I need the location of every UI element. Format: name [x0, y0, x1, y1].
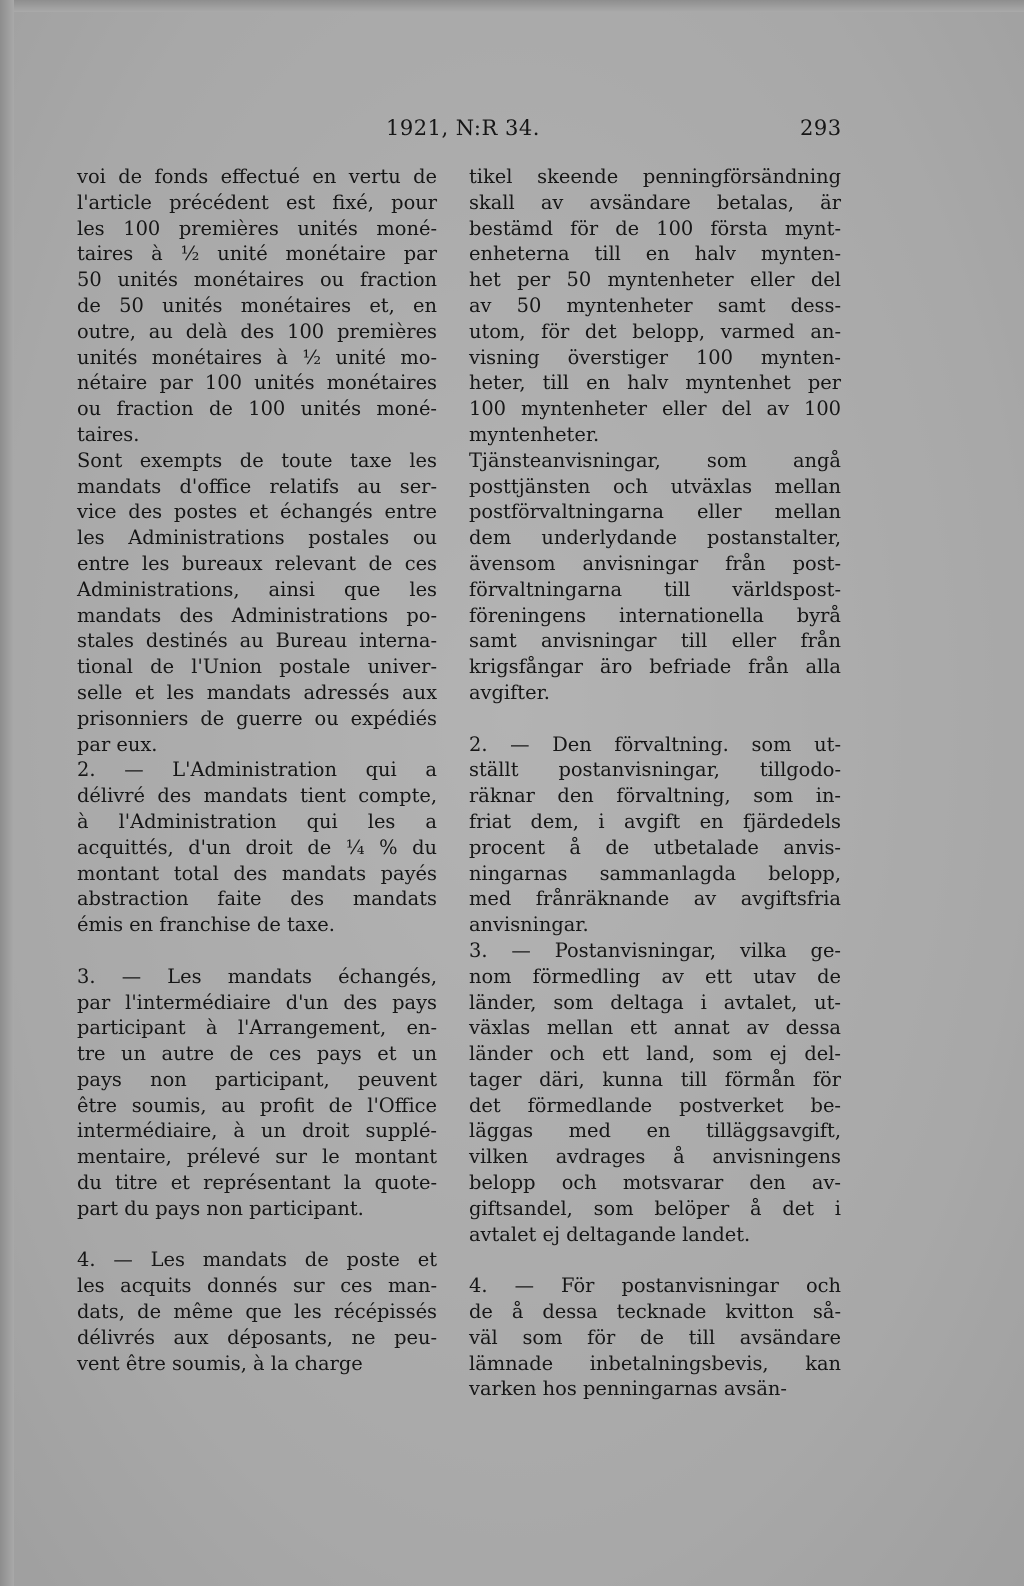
- header-title: 1921, N:R 34.: [386, 116, 540, 140]
- text-line: stales destinés au Bureau interna-: [77, 629, 437, 653]
- text-line: nétaire par 100 unités monétaires: [77, 371, 437, 395]
- paragraph-gap: [77, 1222, 437, 1248]
- text-line: varken hos penningarnas avsän-: [469, 1377, 787, 1401]
- text-line: het per 50 myntenheter eller del: [469, 268, 841, 292]
- text-line: avtalet ej deltagande landet.: [469, 1222, 751, 1246]
- text-line: tional de l'Union postale univer-: [77, 655, 437, 679]
- text-line: dem underlydande postanstalter,: [469, 526, 841, 550]
- text-line: pays non participant, peuvent: [77, 1067, 437, 1091]
- text-line: 100 myntenheter eller del av 100: [469, 397, 841, 421]
- text-line: de å dessa tecknade kvitton så-: [469, 1300, 841, 1324]
- text-line: vice des postes et échangés entre: [77, 500, 437, 524]
- text-line: väl som för de till avsändare: [469, 1325, 841, 1349]
- text-line: anvisningar.: [469, 913, 589, 937]
- paragraph-gap: [469, 706, 841, 732]
- text-line: tikel skeende penningförsändning: [469, 165, 841, 188]
- text-line: räknar den förvaltning, som in-: [469, 784, 841, 808]
- text-line: 3. — Postanvisningar, vilka ge-: [469, 938, 841, 962]
- text-line: av 50 myntenheter samt dess-: [469, 293, 841, 317]
- paragraph: [77, 757, 437, 938]
- paragraph: [77, 448, 437, 758]
- text-line: part du pays non participant.: [77, 1196, 364, 1220]
- text-line: lämnade inbetalningsbevis, kan: [469, 1351, 841, 1375]
- text-line: taires à ½ unité monétaire par: [77, 242, 437, 266]
- text-line: förvaltningarna till världspost-: [469, 577, 841, 601]
- text-line: giftsandel, som belöper å det i: [469, 1196, 841, 1220]
- text-line: ningarnas sammanlagda belopp,: [469, 861, 841, 885]
- text-line: växlas mellan ett annat av dessa: [469, 1016, 841, 1040]
- text-line: vilken avdrages å anvisningens: [469, 1145, 841, 1169]
- text-line: être soumis, au profit de l'Office: [77, 1093, 437, 1117]
- text-line: à l'Administration qui les a: [77, 809, 437, 833]
- text-line: entre les bureaux relevant de ces: [77, 551, 437, 575]
- text-line: taires.: [77, 422, 140, 446]
- text-line: avgifter.: [469, 680, 550, 704]
- text-line: nom förmedling av ett utav de: [469, 964, 841, 988]
- text-line: mandats d'office relatifs au ser-: [77, 474, 437, 498]
- text-line: enheterna till en halv mynten-: [469, 242, 841, 266]
- paragraph: [469, 164, 841, 448]
- text-line: med frånräknande av avgiftsfria: [469, 887, 841, 911]
- text-line: prisonniers de guerre ou expédiés: [77, 706, 437, 730]
- paragraph-gap: [469, 1247, 841, 1273]
- running-header: [0, 116, 1024, 146]
- text-line: outre, au delà des 100 premières: [77, 319, 437, 343]
- text-line: posttjänsten och utväxlas mellan: [469, 474, 841, 498]
- text-line: vent être soumis, à la charge: [77, 1351, 363, 1375]
- text-line: intermédiaire, à un droit supplé-: [77, 1119, 437, 1143]
- text-line: Administrations, ainsi que les: [77, 577, 437, 601]
- text-line: föreningens internationella byrå: [469, 603, 841, 627]
- text-line: unités monétaires à ½ unité mo-: [77, 345, 437, 369]
- text-line: dats, de même que les récépissés: [77, 1300, 437, 1324]
- text-line: participant à l'Arrangement, en-: [77, 1016, 437, 1040]
- text-line: voi de fonds effectué en vertu de: [77, 165, 437, 188]
- text-line: belopp och motsvarar den av-: [469, 1171, 841, 1195]
- text-line: länder, som deltaga i avtalet, ut-: [469, 990, 841, 1014]
- text-line: det förmedlande postverket be-: [469, 1093, 841, 1117]
- paragraph: [469, 732, 841, 938]
- text-line: les 100 premières unités moné-: [77, 216, 437, 240]
- text-line: selle et les mandats adressés aux: [77, 680, 437, 704]
- text-line: 50 unités monétaires ou fraction: [77, 268, 437, 292]
- text-line: myntenheter.: [469, 422, 600, 446]
- text-line: tager däri, kunna till förmån för: [469, 1067, 841, 1091]
- text-line: länder och ett land, som ej del-: [469, 1042, 841, 1066]
- text-line: acquittés, d'un droit de ¼ % du: [77, 835, 437, 859]
- page-edge-top: [0, 0, 1024, 12]
- paragraph-gap: [77, 938, 437, 964]
- page-number: 293: [800, 116, 842, 140]
- text-line: montant total des mandats payés: [77, 861, 437, 885]
- text-line: ställt postanvisningar, tillgodo-: [469, 758, 841, 782]
- text-line: samt anvisningar till eller från: [469, 629, 841, 653]
- text-line: 2. — L'Administration qui a: [77, 758, 437, 782]
- text-line: émis en franchise de taxe.: [77, 913, 335, 937]
- text-line: du titre et représentant la quote-: [77, 1171, 437, 1195]
- text-line: par eux.: [77, 732, 158, 756]
- text-line: 3. — Les mandats échangés,: [77, 964, 437, 988]
- text-line: visning överstiger 100 mynten-: [469, 345, 841, 369]
- text-line: utom, för det belopp, varmed an-: [469, 319, 841, 343]
- paragraph: [469, 938, 841, 1248]
- text-line: läggas med en tilläggsavgift,: [469, 1119, 841, 1143]
- paragraph: [77, 164, 437, 448]
- text-line: Tjänsteanvisningar, som angå: [469, 448, 841, 472]
- text-line: l'article précédent est fixé, pour: [77, 190, 437, 214]
- text-line: par l'intermédiaire d'un des pays: [77, 990, 437, 1014]
- text-line: abstraction faite des mandats: [77, 887, 437, 911]
- text-line: les Administrations postales ou: [77, 526, 437, 550]
- text-line: les acquits donnés sur ces man-: [77, 1274, 437, 1298]
- text-line: postförvaltningarna eller mellan: [469, 500, 841, 524]
- page-edge-left: [0, 0, 14, 1586]
- text-line: délivré des mandats tient compte,: [77, 784, 437, 808]
- text-line: heter, till en halv myntenhet per: [469, 371, 841, 395]
- paragraph: [469, 1273, 841, 1402]
- text-line: de 50 unités monétaires et, en: [77, 293, 437, 317]
- french-column: [77, 164, 437, 1376]
- paragraph: [77, 964, 437, 1222]
- text-line: bestämd för de 100 första mynt-: [469, 216, 841, 240]
- text-line: tre un autre de ces pays et un: [77, 1042, 437, 1066]
- text-line: 4. — För postanvisningar och: [469, 1274, 841, 1298]
- text-line: mentaire, prélevé sur le montant: [77, 1145, 437, 1169]
- text-line: krigsfångar äro befriade från alla: [469, 655, 841, 679]
- text-line: skall av avsändare betalas, är: [469, 190, 841, 214]
- text-line: ou fraction de 100 unités moné-: [77, 397, 437, 421]
- text-line: procent å de utbetalade anvis-: [469, 835, 841, 859]
- text-line: 4. — Les mandats de poste et: [77, 1248, 437, 1272]
- text-line: ävensom anvisningar från post-: [469, 551, 841, 575]
- paragraph: [469, 448, 841, 706]
- text-line: 2. — Den förvaltning. som ut-: [469, 732, 841, 756]
- paragraph: [77, 1247, 437, 1376]
- text-line: friat dem, i avgift en fjärdedels: [469, 809, 841, 833]
- text-line: délivrés aux déposants, ne peu-: [77, 1325, 437, 1349]
- text-line: mandats des Administrations po-: [77, 603, 437, 627]
- swedish-column: [469, 164, 841, 1402]
- text-line: Sont exempts de toute taxe les: [77, 448, 437, 472]
